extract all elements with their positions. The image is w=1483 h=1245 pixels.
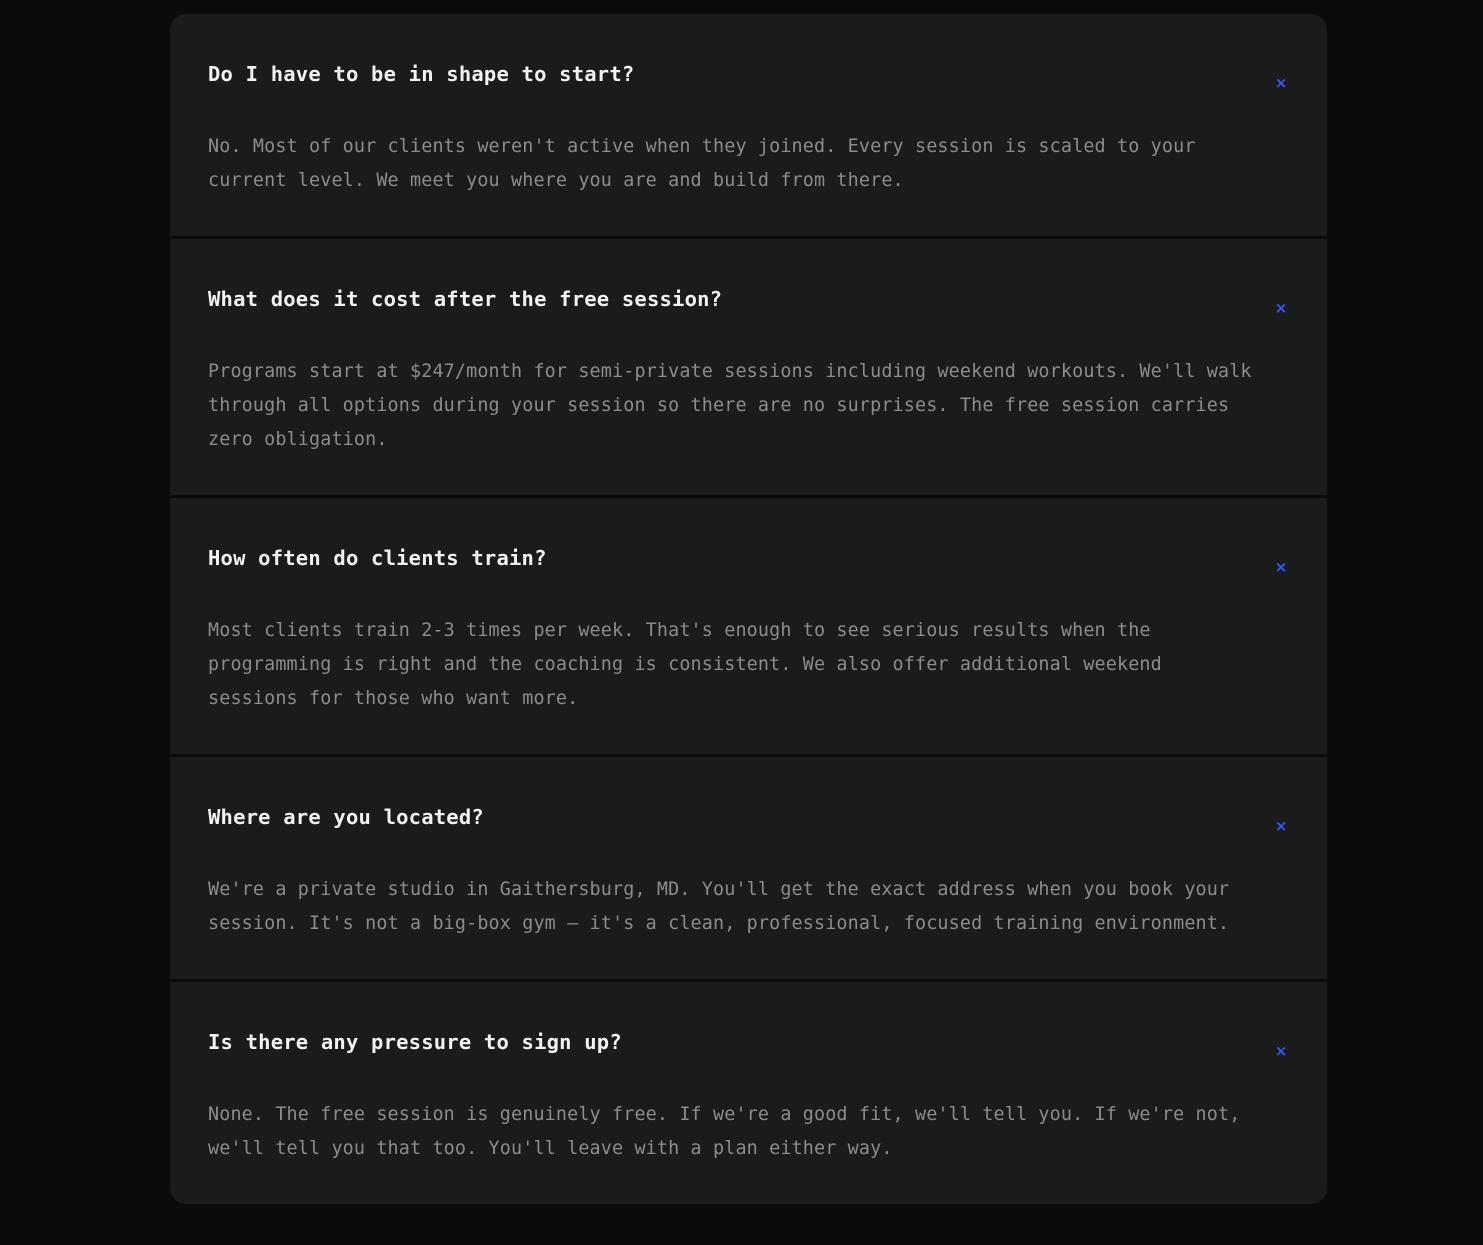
faq-question[interactable]: Where are you located? (208, 805, 484, 829)
faq-question[interactable]: What does it cost after the free session? (208, 287, 723, 311)
faq-answer: No. Most of our clients weren't active when they joined. Every session is scaled to your current level. We meet you where you are and build from there. (208, 136, 1196, 191)
close-icon[interactable]: × (1274, 74, 1288, 92)
close-icon[interactable]: × (1274, 817, 1288, 835)
faq-answer: None. The free session is genuinely free. If we're a good fit, we'll tell you. If we're not, we'll tell you that too. You'll leave with a plan either way. (208, 1104, 1241, 1159)
faq-question[interactable]: Is there any pressure to sign up? (208, 1030, 622, 1054)
faq-question[interactable]: How often do clients train? (208, 546, 547, 570)
faq-item-cost[interactable] (170, 239, 1327, 495)
faq-answer: We're a private studio in Gaithersburg, MD. You'll get the exact address when you book your session. It's not a big-box gym — it's a clean, professional, focused training environment. (208, 879, 1230, 934)
close-icon[interactable]: × (1274, 558, 1288, 576)
close-icon[interactable]: × (1274, 299, 1288, 317)
faq-item-pressure[interactable] (170, 982, 1327, 1204)
close-icon[interactable]: × (1274, 1042, 1288, 1060)
faq-accordion (170, 14, 1327, 1204)
faq-item-in-shape[interactable] (170, 14, 1327, 236)
faq-question[interactable]: Do I have to be in shape to start? (208, 62, 635, 86)
faq-answer: Programs start at $247/month for semi-private sessions including weekend workouts. We'll walk through all options during your session so there are no surprises. The free session carries zero obligation. (208, 361, 1252, 450)
faq-item-frequency[interactable] (170, 498, 1327, 754)
faq-answer: Most clients train 2-3 times per week. That's enough to see serious results when the programming is right and the coaching is consistent. We also offer additional weekend sessions for those who want more. (208, 620, 1162, 709)
faq-item-location[interactable] (170, 757, 1327, 979)
